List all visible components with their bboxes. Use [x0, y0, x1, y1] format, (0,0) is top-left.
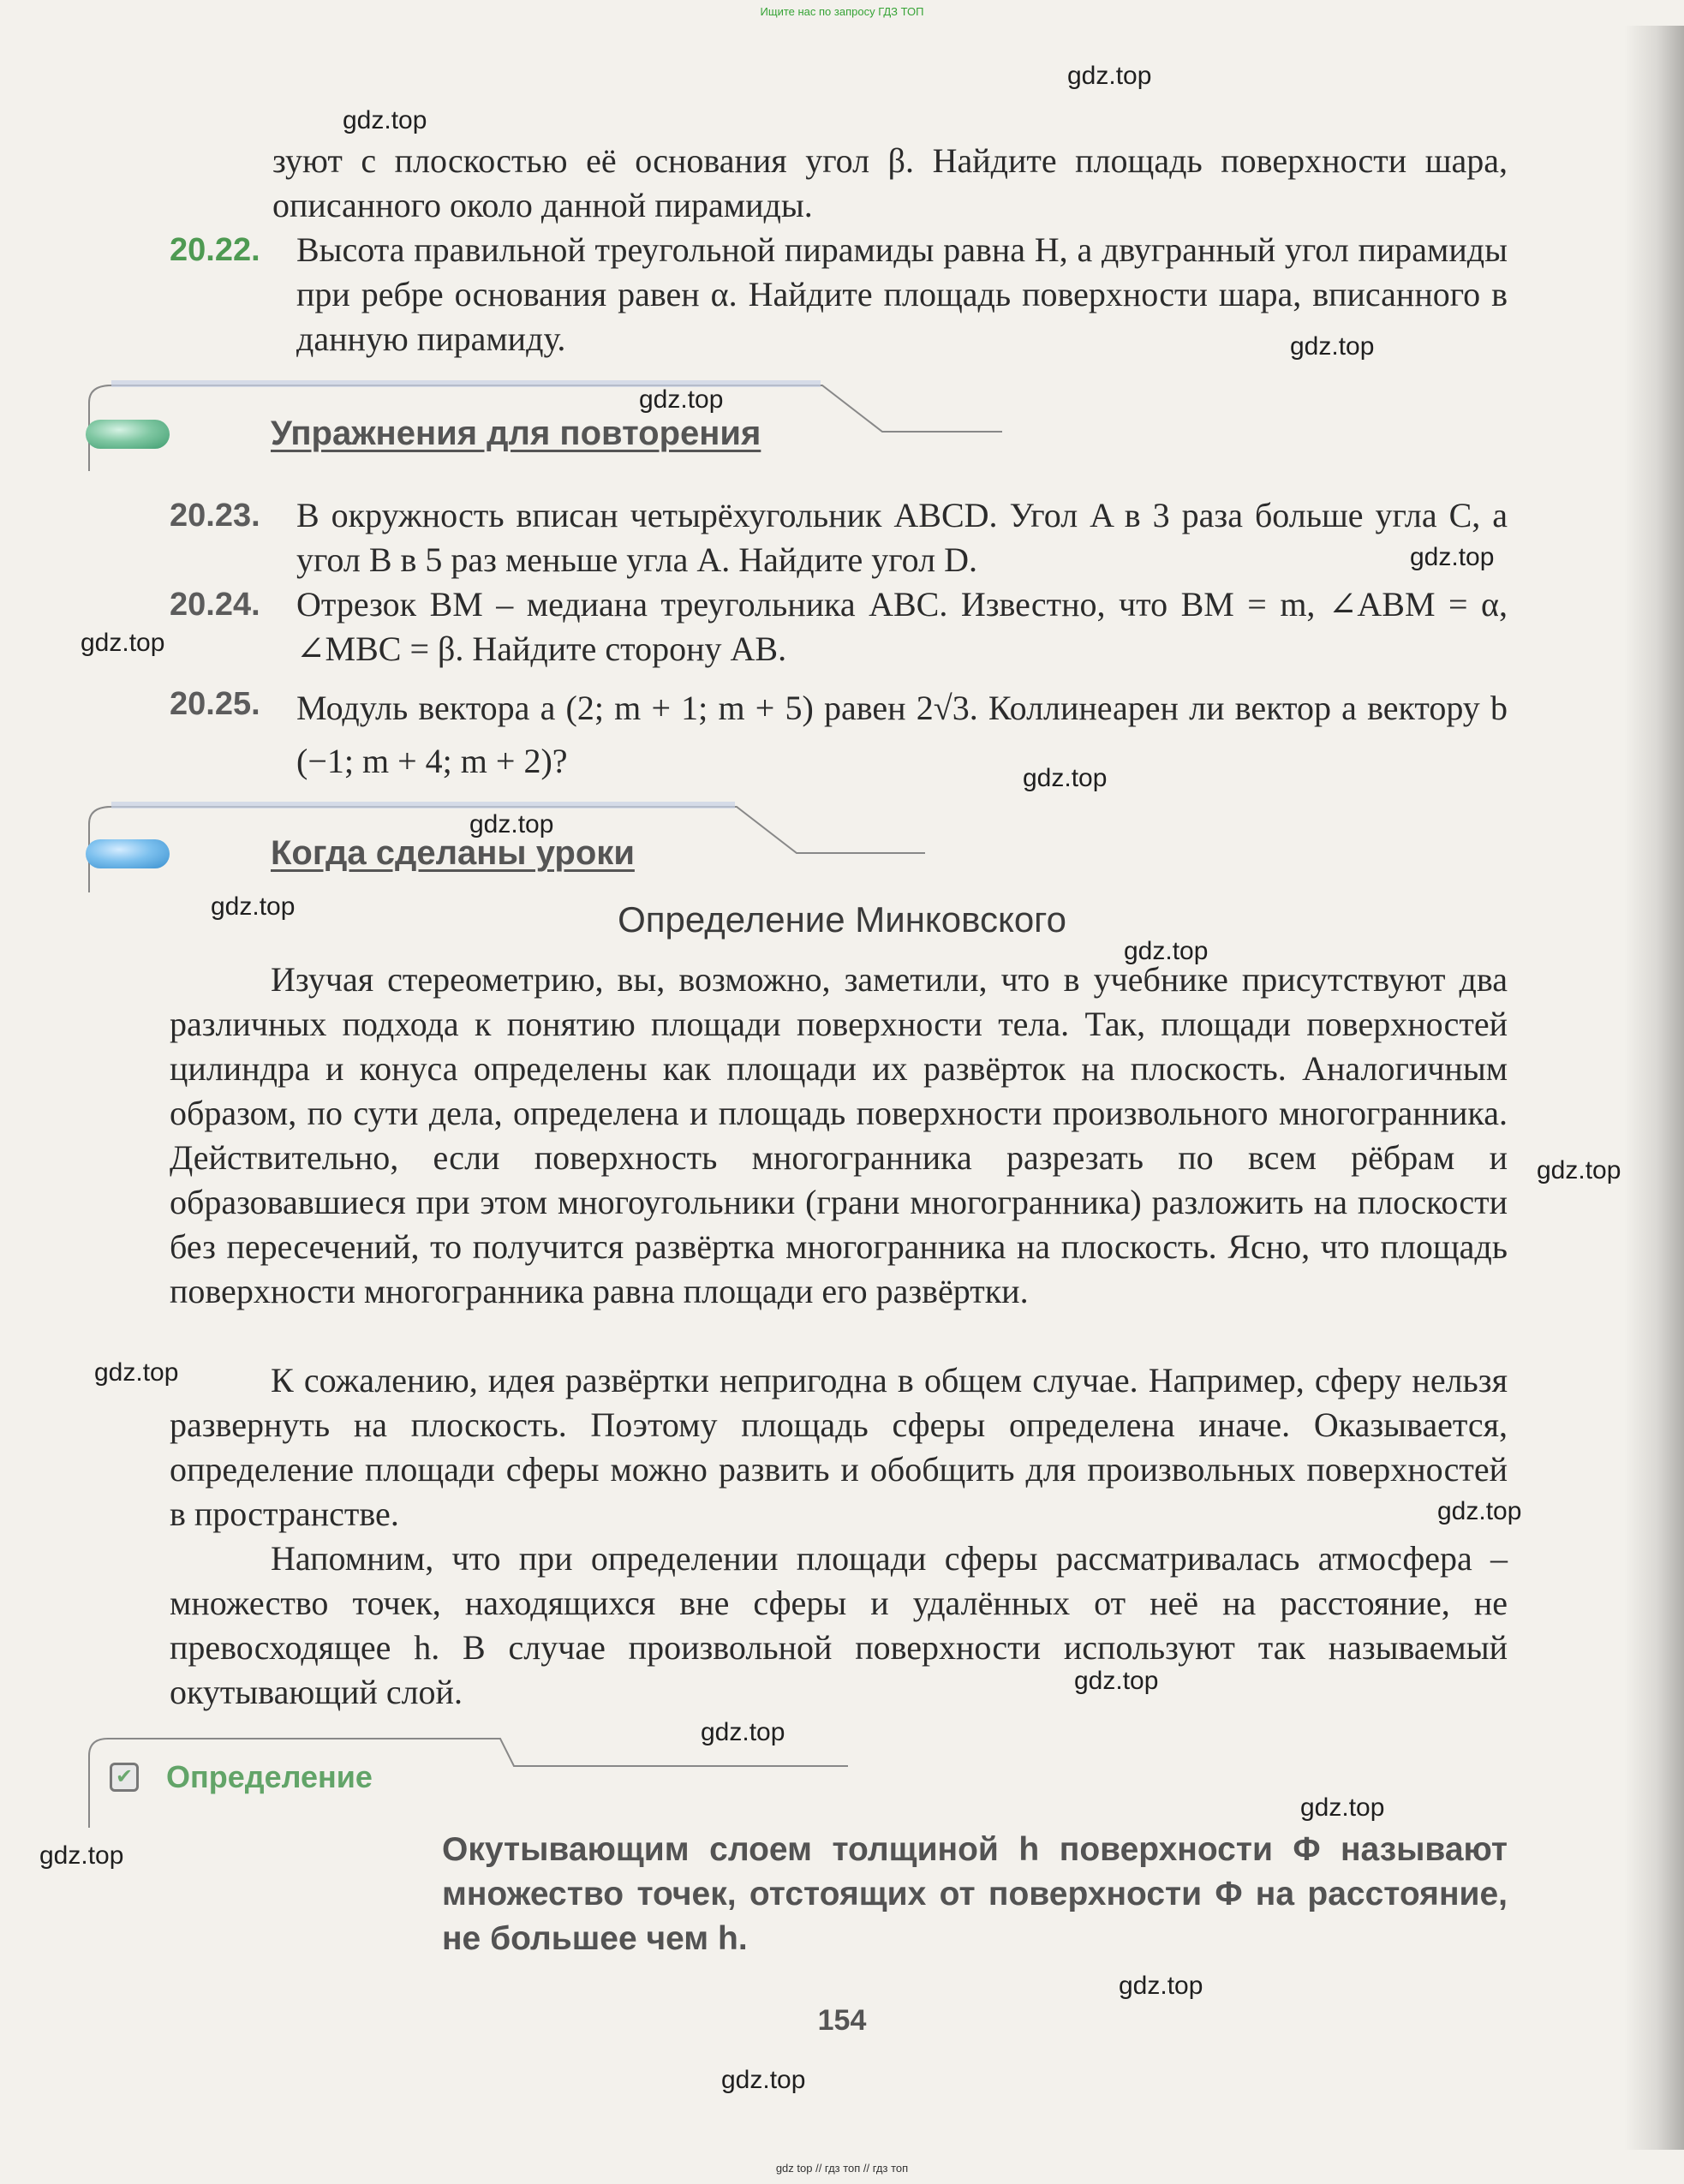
watermark: gdz.top [1290, 332, 1375, 361]
watermark: gdz.top [1023, 764, 1108, 792]
watermark: gdz.top [81, 629, 165, 657]
watermark: gdz.top [1119, 1972, 1203, 2000]
paragraph-2: К сожалению, идея развёртки непригодна в общем случае. Например, сферу нельзя развернуть на плоскость. Поэтому площадь сферы определена иначе. Оказывается, определение площади сферы можно развить и обобщить для произвольных поверхностей в пространстве. [170, 1361, 1508, 1533]
section-pill-icon [86, 839, 170, 868]
definition-text: Окутывающим слоем толщиной h поверхности Φ называют множество точек, отстоящих от поверхности Φ на расстояние, не большее чем h. [442, 1831, 1508, 1957]
watermark: gdz.top [1437, 1497, 1522, 1525]
problem-20-24 [170, 582, 1508, 671]
page-number: 154 [817, 2004, 867, 2037]
intro-text: зуют с плоскостью её основания угол β. Найдите площадь поверхности шара, описанного около данной пирамиды. [272, 141, 1508, 224]
watermark: gdz.top [1410, 543, 1495, 571]
watermark: gdz.top [721, 2066, 806, 2094]
page-edge-shadow [1624, 26, 1684, 2150]
section-pill-icon [86, 420, 170, 449]
check-icon: ✔ [110, 1763, 139, 1792]
watermark: gdz.top [343, 106, 427, 134]
watermark: gdz.top [469, 810, 554, 838]
problem-text: Отрезок BM – медиана треугольника ABC. Известно, что BM = m, ∠ABM = α, ∠MBC = β. Найдите сторону AB. [296, 585, 1508, 668]
paragraph-1: Изучая стереометрию, вы, возможно, заметили, что в учебнике присутствуют два различных подхода к понятию площади поверхности тела. Так, площади поверхностей цилиндра и конуса определены как площади их развёрток на плоскость. Аналогичным образом, по сути дела, определена и площадь поверхности произвольного многогранника. Действительно, если поверхность многогранника разрезать по всем рёбрам и образовавшиеся при этом многоугольники (грани многогранника) разложить на плоскости без пересечений, то получится развёртка многогранника на плоскость. Ясно, что площадь поверхности многогранника равна площади его развёртки. [170, 960, 1508, 1310]
watermark: gdz.top [639, 385, 724, 414]
section-title-repetition: Упражнения для повторения [271, 415, 761, 452]
topic-title: Определение Минковского [618, 899, 1066, 940]
problem-number: 20.23. [170, 498, 260, 534]
header-note: Ищите нас по запросу ГДЗ ТОП [760, 5, 924, 18]
paragraph-3: Напомним, что при определении площади сферы рассматривалась атмосфера – множество точек, находящихся вне сферы и удалённых от неё на расстояние, не превосходящее h. В случае произвольной поверхности используют так называемый окутывающий слой. [170, 1539, 1508, 1711]
watermark: gdz.top [1067, 62, 1152, 90]
watermark: gdz.top [1124, 937, 1209, 965]
watermark: gdz.top [39, 1841, 124, 1870]
watermark: gdz.top [94, 1358, 179, 1387]
watermark: gdz.top [701, 1718, 785, 1746]
watermark: gdz.top [211, 892, 296, 921]
problem-number: 20.25. [170, 686, 260, 722]
watermark: gdz.top [1300, 1793, 1385, 1822]
problem-number: 20.22. [170, 232, 260, 268]
watermark: gdz.top [1537, 1156, 1621, 1184]
watermark: gdz.top [1074, 1667, 1159, 1695]
definition-title: Определение [166, 1759, 373, 1794]
problem-text: Высота правильной треугольной пирамиды равна H, а двугранный угол пирамиды при ребре основания равен α. Найдите площадь поверхности шара, вписанного в данную пирамиду. [296, 230, 1508, 358]
problem-text: В окружность вписан четырёхугольник ABCD. Угол A в 3 раза больше угла C, а угол B в 5 раз меньше угла A. Найдите угол D. [296, 496, 1508, 579]
problem-text: Модуль вектора a (2; m + 1; m + 5) равен 2√3. Коллинеарен ли вектор a вектору b (−1; m + 4; m + 2)? [296, 689, 1508, 780]
problem-20-23 [170, 493, 1508, 582]
footer-note: gdz top // гдз топ // гдз топ [775, 2162, 909, 2175]
section-title-after-lessons: Когда сделаны уроки [271, 834, 635, 872]
problem-number: 20.24. [170, 587, 260, 623]
